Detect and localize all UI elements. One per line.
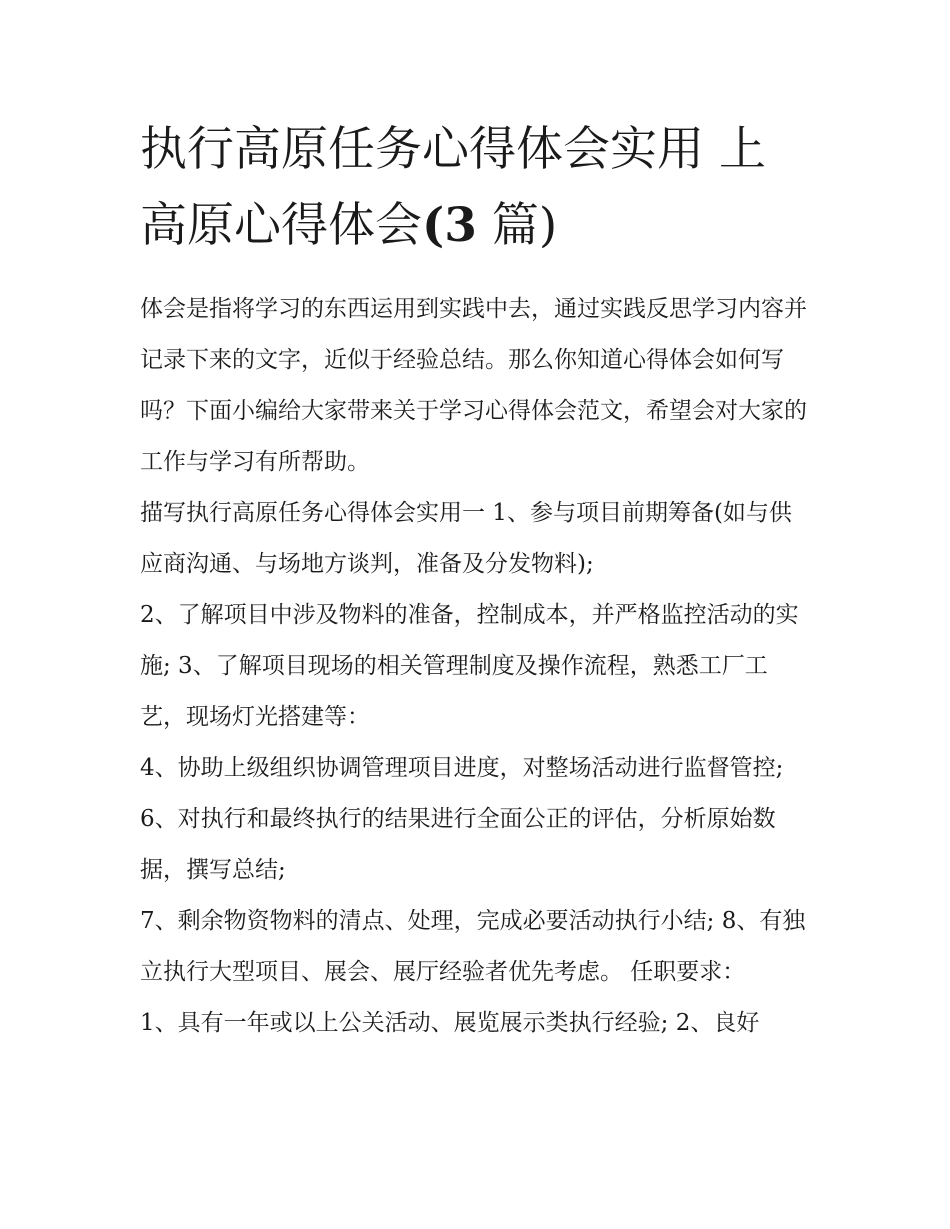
paragraph-2: 2、了解项目中涉及物料的准备，控制成本，并严格监控活动的实施; 3、了解项目现场的相关管理制度及操作流程，熟悉工厂工艺，现场灯光搭建等：: [140, 602, 799, 730]
paragraph-5: 1、具有一年或以上公关活动、展览展示类执行经验; 2、良好: [140, 1010, 760, 1036]
paragraph-3: 4、协助上级组织协调管理项目进度，对整场活动进行监督管控; 6、对执行和最终执行的结果进行全面公正的评估，分析原始数据，撰写总结;: [140, 755, 784, 883]
title-suffix: 篇): [476, 198, 558, 253]
title-count: (3: [422, 198, 477, 253]
title-text: 执行高原任务心得体会实用 上高原心得体会: [140, 122, 766, 253]
paragraph-4: 7、剩余物资物料的清点、处理，完成必要活动执行小结; 8、有独立执行大型项目、展会、展厅经验者优先考虑。 任职要求：: [140, 908, 806, 985]
paragraph-intro: 体会是指将学习的东西运用到实践中去，通过实践反思学习内容并记录下来的文字，近似于经验总结。那么你知道心得体会如何写吗？下面小编给大家带来关于学习心得体会范文，希望会对大家的工作与学习有所帮助。: [140, 296, 807, 475]
document-title: [140, 112, 812, 264]
document-page: [140, 112, 812, 1049]
paragraph-1: 描写执行高原任务心得体会实用一 1、参与项目前期筹备(如与供应商沟通、与场地方谈判，准备及分发物料);: [140, 500, 792, 577]
